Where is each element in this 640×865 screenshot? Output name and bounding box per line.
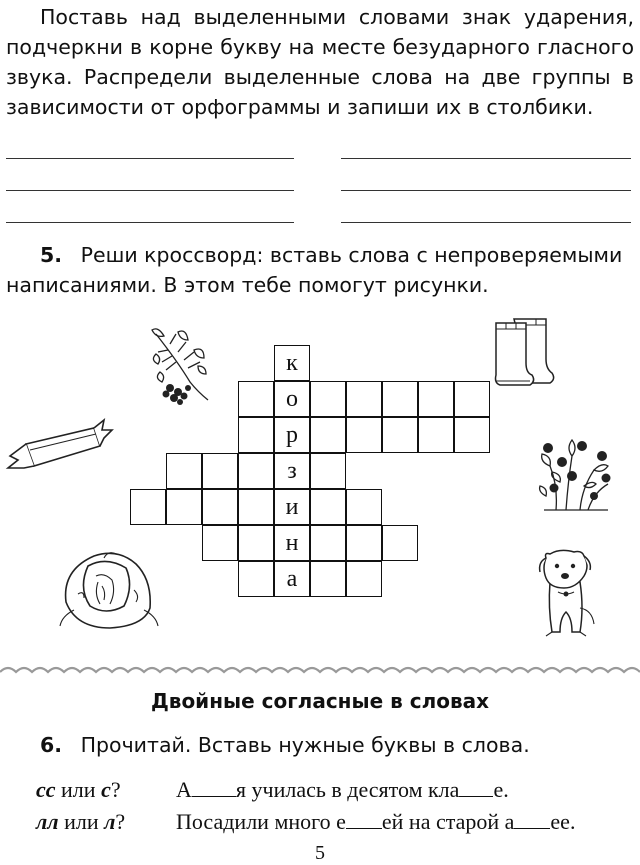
blank-field[interactable]	[459, 778, 493, 797]
hint-single: л	[104, 809, 116, 834]
crossword-cell[interactable]	[238, 381, 274, 417]
exercise-row-1	[36, 777, 509, 803]
crossword-cell[interactable]	[310, 417, 346, 453]
task6-number: 6.	[40, 733, 63, 757]
crossword-cell[interactable]	[238, 489, 274, 525]
crossword-key-cell: р	[274, 417, 310, 453]
page-number: 5	[315, 842, 325, 864]
dog-icon	[530, 548, 602, 642]
hint-single: с	[101, 777, 111, 802]
crossword-cell[interactable]	[310, 525, 346, 561]
hint-question: ?	[115, 809, 126, 834]
hint-question: ?	[110, 777, 121, 802]
crossword-cell[interactable]	[238, 417, 274, 453]
crossword-cell[interactable]	[382, 381, 418, 417]
candy-icon	[4, 416, 114, 476]
exercise-row-2	[36, 809, 575, 835]
crossword-cell[interactable]	[418, 417, 454, 453]
answer-line[interactable]	[341, 222, 631, 223]
crossword-cell[interactable]	[310, 561, 346, 597]
task5-number: 5.	[40, 243, 63, 267]
boots-icon	[486, 315, 558, 387]
crossword-cell[interactable]	[202, 525, 238, 561]
answer-line[interactable]	[341, 158, 631, 159]
crossword-cell[interactable]	[346, 489, 382, 525]
crossword-cell[interactable]	[382, 417, 418, 453]
hint-double: сс	[36, 777, 56, 802]
crossword-cell[interactable]	[418, 381, 454, 417]
crossword-cell[interactable]	[454, 381, 490, 417]
crossword-key-cell: а	[274, 561, 310, 597]
crossword-key-cell: н	[274, 525, 310, 561]
wavy-divider	[0, 664, 640, 680]
answer-line[interactable]	[341, 190, 631, 191]
task5-instruction	[6, 240, 634, 300]
crossword-cell[interactable]	[166, 453, 202, 489]
crossword-cell[interactable]	[346, 561, 382, 597]
crossword-cell[interactable]	[238, 561, 274, 597]
sentence-part: А	[176, 777, 192, 802]
crossword-cell[interactable]	[454, 417, 490, 453]
crossword-cell[interactable]	[382, 525, 418, 561]
crossword-cell[interactable]	[238, 453, 274, 489]
crossword-cell[interactable]	[238, 525, 274, 561]
crossword-cell[interactable]	[166, 489, 202, 525]
rowan-branch-icon	[148, 322, 218, 408]
hint-or: или	[58, 809, 105, 834]
hint-double: лл	[36, 809, 59, 834]
section-title: Двойные согласные в словах	[150, 689, 490, 713]
berry-bush-icon	[536, 426, 616, 516]
blank-field[interactable]	[346, 810, 382, 829]
sentence-part: Посадили много е	[176, 809, 346, 834]
answer-line[interactable]	[6, 222, 294, 223]
crossword-cell[interactable]	[310, 381, 346, 417]
crossword-cell[interactable]	[130, 489, 166, 525]
crossword-cell[interactable]	[310, 489, 346, 525]
crossword-cell[interactable]	[202, 453, 238, 489]
task4-text: Поставь над выделенными словами знак ударения, подчеркни в корне букву на месте безударного гласного звука. Распредели выделенные слова на две группы в зависимости от орфограммы и запиши их в столбики.	[6, 5, 634, 119]
crossword-cell[interactable]	[346, 525, 382, 561]
sentence-part: я училась в десятом кла	[235, 777, 460, 802]
crossword-key-cell: к	[274, 345, 310, 381]
crossword-key-cell: з	[274, 453, 310, 489]
crossword-cell[interactable]	[310, 453, 346, 489]
crossword-key-cell: и	[274, 489, 310, 525]
hint-or: или	[55, 777, 102, 802]
task5-text: Реши кроссворд: вставь слова с непроверяемыми написаниями. В этом тебе помогут рисунки.	[6, 243, 623, 297]
answer-line[interactable]	[6, 190, 294, 191]
task6-instruction	[6, 730, 634, 760]
sentence-part: ее.	[550, 809, 576, 834]
blank-field[interactable]	[514, 810, 550, 829]
answer-line[interactable]	[6, 158, 294, 159]
crossword-cell[interactable]	[346, 381, 382, 417]
crossword-key-cell: о	[274, 381, 310, 417]
task6-text: Прочитай. Вставь нужные буквы в слова.	[80, 733, 530, 757]
sentence-part: ей на старой а	[381, 809, 515, 834]
crossword-cell[interactable]	[346, 417, 382, 453]
backpack-icon	[54, 546, 164, 632]
sentence-part: е.	[493, 777, 509, 802]
blank-field[interactable]	[192, 778, 236, 797]
crossword-cell[interactable]	[202, 489, 238, 525]
